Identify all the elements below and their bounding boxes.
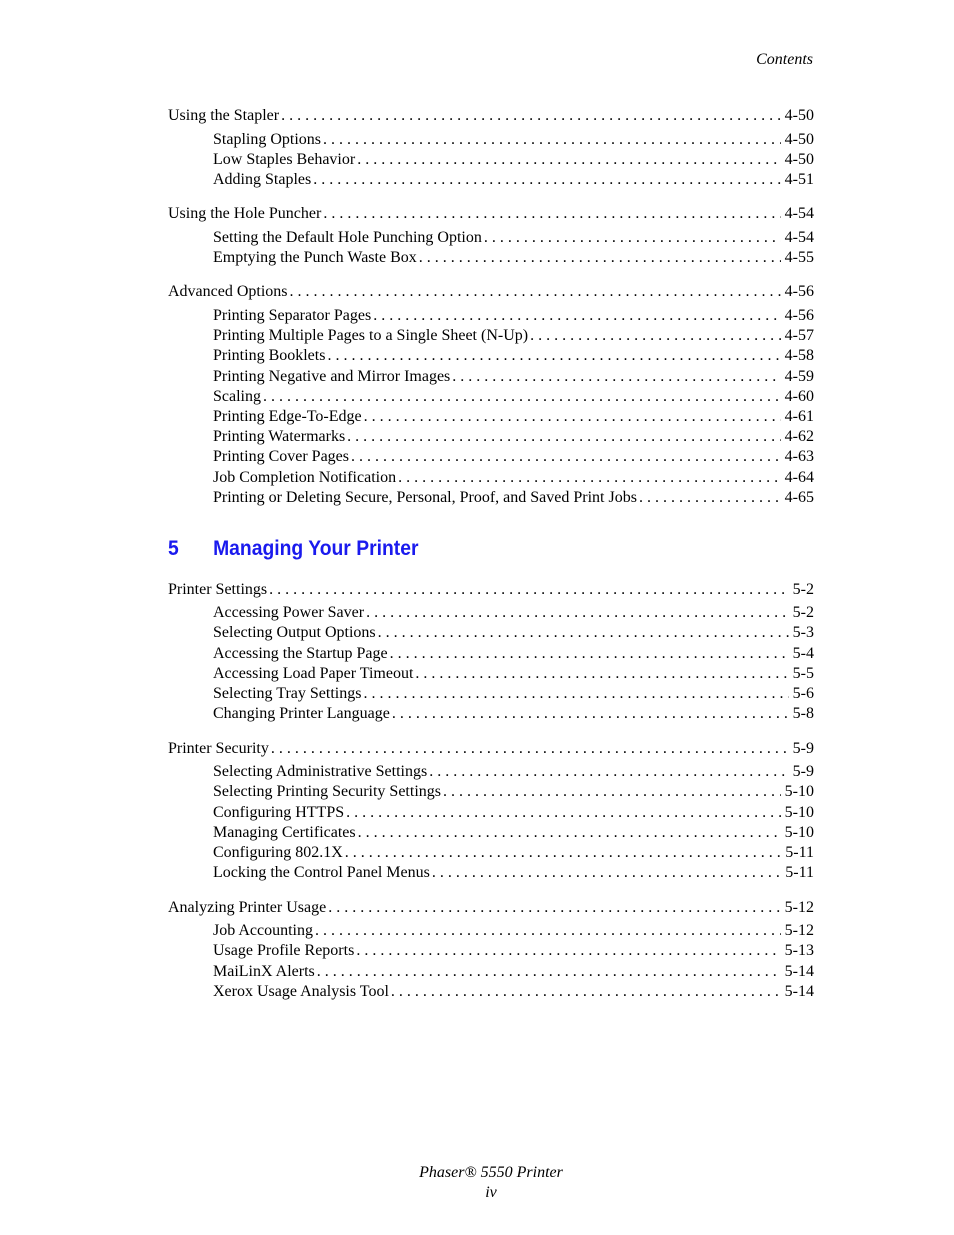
toc-entry[interactable] [168,368,814,388]
dot-leader [373,307,780,325]
toc-entry[interactable] [168,783,814,803]
page-footer [0,1163,954,1203]
toc-entry[interactable] [168,131,814,151]
toc-entry-page: 5-13 [784,942,814,960]
toc-entry-title: Using the Stapler [168,107,280,124]
toc-entry-page: 4-59 [784,367,814,385]
toc-entry[interactable] [168,229,814,249]
toc-entry-page: 5-11 [785,844,814,862]
dot-leader [347,428,781,446]
toc-entry[interactable] [168,469,814,489]
toc-entry[interactable] [168,489,814,509]
dot-leader [363,685,788,703]
dot-leader [415,665,788,683]
toc-entry-page: 4-55 [784,249,814,266]
toc-entry[interactable] [168,151,814,171]
toc-entry-page: 4-50 [784,107,814,124]
dot-leader [317,963,781,981]
toc-entry[interactable] [168,685,814,705]
toc-entry-title: Scaling [213,387,261,405]
toc-entry-title: Managing Certificates [213,823,356,841]
toc-entry[interactable] [168,983,814,1003]
toc-entry[interactable] [168,942,814,962]
toc-entry-title: Setting the Default Hole Punching Option [213,229,482,246]
toc-entry[interactable] [168,307,814,327]
toc-entry-page: 4-62 [784,428,814,446]
dot-leader [271,740,789,758]
toc-entry-page: 5-9 [792,763,814,780]
toc-entry-title: Selecting Administrative Settings [213,763,428,780]
dot-leader [392,705,789,723]
toc-entry[interactable] [168,899,814,922]
dot-leader [391,983,781,1001]
dot-leader [364,408,781,426]
toc-entry[interactable] [168,283,814,307]
toc-entry-title: Adding Staples [213,171,312,188]
toc-entry-title: Printing or Deleting Secure, Personal, Proof, and Saved Print Jobs [213,488,637,506]
toc-group-analyzing-usage [168,899,814,1003]
toc-entry[interactable] [168,922,814,942]
toc-entry-title: Locking the Control Panel Menus [213,864,430,882]
chapter-title: Managing Your Printer [213,537,419,560]
toc-entry-page: 4-51 [784,171,814,188]
chapter-number: 5 [168,537,179,560]
toc-entry-title: Low Staples Behavior [213,151,356,168]
toc-entry-page: 4-50 [784,131,814,148]
toc-entry-title: Printing Booklets [213,347,326,365]
toc-entry-title: Changing Printer Language [213,705,390,723]
toc-entry-title: Printing Negative and Mirror Images [213,367,451,385]
dot-leader [398,469,781,487]
toc-entry-title: Xerox Usage Analysis Tool [213,982,389,1000]
toc-entry-title: Analyzing Printer Usage [168,899,327,916]
toc-entry-title: Job Completion Notification [213,468,397,486]
dot-leader [313,171,780,189]
toc-entry[interactable] [168,171,814,191]
dot-leader [530,327,781,345]
dot-leader [357,151,780,169]
toc-entry-title: Selecting Output Options [213,624,376,642]
toc-entry[interactable] [168,844,814,864]
dot-leader [328,899,780,917]
dot-leader [269,581,789,599]
toc-entry-title: Accessing Power Saver [213,604,365,621]
toc-entry-title: Printing Multiple Pages to a Single Sheet (N-Up) [213,327,529,345]
toc-entry-page: 5-14 [784,982,814,1000]
dot-leader [378,624,789,642]
toc-entry-title: Configuring 802.1X [213,844,343,862]
toc-entry-page: 5-2 [792,604,814,621]
footer-product: Phaser® 5550 Printer [419,1164,563,1181]
dot-leader [484,229,781,247]
toc-entry[interactable] [168,740,814,763]
toc-entry-page: 5-10 [784,803,814,821]
toc-entry-page: 5-11 [785,864,814,882]
dot-leader [315,922,781,940]
toc-entry-page: 4-50 [784,151,814,168]
toc-entry-title: Emptying the Punch Waste Box [213,249,417,266]
dot-leader [345,844,781,862]
toc-entry[interactable] [168,624,814,644]
toc-entry[interactable] [168,205,814,229]
dot-leader [390,645,789,663]
toc-entry-title: Printing Watermarks [213,428,346,446]
dot-leader [356,942,780,960]
toc-entry-page: 4-61 [784,407,814,425]
dot-leader [327,347,780,365]
toc-entry[interactable] [168,824,814,844]
footer-page-number: iv [485,1184,497,1201]
toc-entry-page: 5-12 [784,899,814,916]
toc-entry[interactable] [168,604,814,624]
toc-entry[interactable] [168,249,814,269]
toc-entry-page: 4-57 [784,327,814,345]
toc-entry-page: 5-12 [784,922,814,939]
toc-group-advanced-options [168,283,814,509]
dot-leader [366,604,789,622]
toc-entry[interactable] [168,448,814,468]
toc-entry-title: Accessing Load Paper Timeout [213,664,414,682]
chapter-heading[interactable] [168,537,418,561]
dot-leader [281,107,781,125]
toc-entry[interactable] [168,428,814,448]
toc-entry-title: Selecting Printing Security Settings [213,783,441,801]
toc-entry-page: 4-56 [784,307,814,324]
toc-entry[interactable] [168,665,814,685]
toc-entry-title: Job Accounting [213,922,313,939]
toc-entry-page: 5-8 [792,705,814,723]
toc-entry[interactable] [168,963,814,983]
toc-entry-page: 5-3 [792,624,814,642]
dot-leader [323,205,780,223]
toc-entry-page: 5-2 [792,581,814,598]
running-header: Contents [756,51,813,68]
toc-entry-page: 4-56 [784,283,814,300]
toc-entry-page: 4-63 [784,448,814,466]
toc-entry[interactable] [168,864,814,884]
toc-entry[interactable] [168,581,814,604]
dot-leader [358,824,781,842]
toc-entry-page: 4-64 [784,468,814,486]
toc-entry-page: 5-14 [784,962,814,980]
toc-entry[interactable] [168,388,814,408]
toc-entry-title: Printer Settings [168,581,268,598]
toc-entry[interactable] [168,705,814,725]
toc-entry-page: 4-54 [784,205,814,222]
dot-leader [429,763,788,781]
dot-leader [443,783,781,801]
toc-entry-title: Advanced Options [168,283,288,300]
toc-entry-page: 4-58 [784,347,814,365]
toc-entry[interactable] [168,763,814,783]
dot-leader [346,804,781,822]
toc-group-stapler [168,107,814,191]
dot-leader [351,448,781,466]
toc-entry-page: 4-65 [784,488,814,506]
toc-entry-title: MaiLinX Alerts [213,962,315,980]
toc-entry-title: Stapling Options [213,131,322,148]
toc-entry-page: 5-5 [792,664,814,682]
toc-entry-page: 5-10 [784,823,814,841]
toc-entry[interactable] [168,107,814,131]
toc-entry[interactable] [168,327,814,347]
dot-leader [419,249,781,267]
toc-entry-title: Using the Hole Puncher [168,205,322,222]
toc-group-printer-settings [168,581,814,726]
toc-entry[interactable] [168,408,814,428]
dot-leader [432,864,781,882]
toc-entry-page: 5-9 [792,740,814,757]
toc-entry-title: Printer Security [168,740,269,757]
toc-entry-title: Usage Profile Reports [213,942,355,960]
toc-entry-title: Printing Edge-To-Edge [213,407,362,425]
toc-entry-title: Configuring HTTPS [213,803,345,821]
toc-entry-title: Accessing the Startup Page [213,644,388,662]
toc-entry-page: 5-4 [792,644,814,662]
toc-group-printer-security [168,740,814,885]
dot-leader [639,489,781,507]
toc-group-hole-puncher [168,205,814,269]
toc-entry-page: 4-60 [784,387,814,405]
toc-entry-page: 5-6 [792,685,814,703]
toc-entry-page: 5-10 [784,783,814,801]
toc-entry[interactable] [168,347,814,367]
dot-leader [263,388,781,406]
toc-entry-title: Printing Separator Pages [213,307,372,324]
toc-entry[interactable] [168,804,814,824]
toc-entry-page: 4-54 [784,229,814,246]
dot-leader [452,368,780,386]
dot-leader [290,283,781,301]
toc-entry[interactable] [168,645,814,665]
dot-leader [323,131,781,149]
toc-entry-title: Selecting Tray Settings [213,685,362,703]
toc-entry-title: Printing Cover Pages [213,448,349,466]
